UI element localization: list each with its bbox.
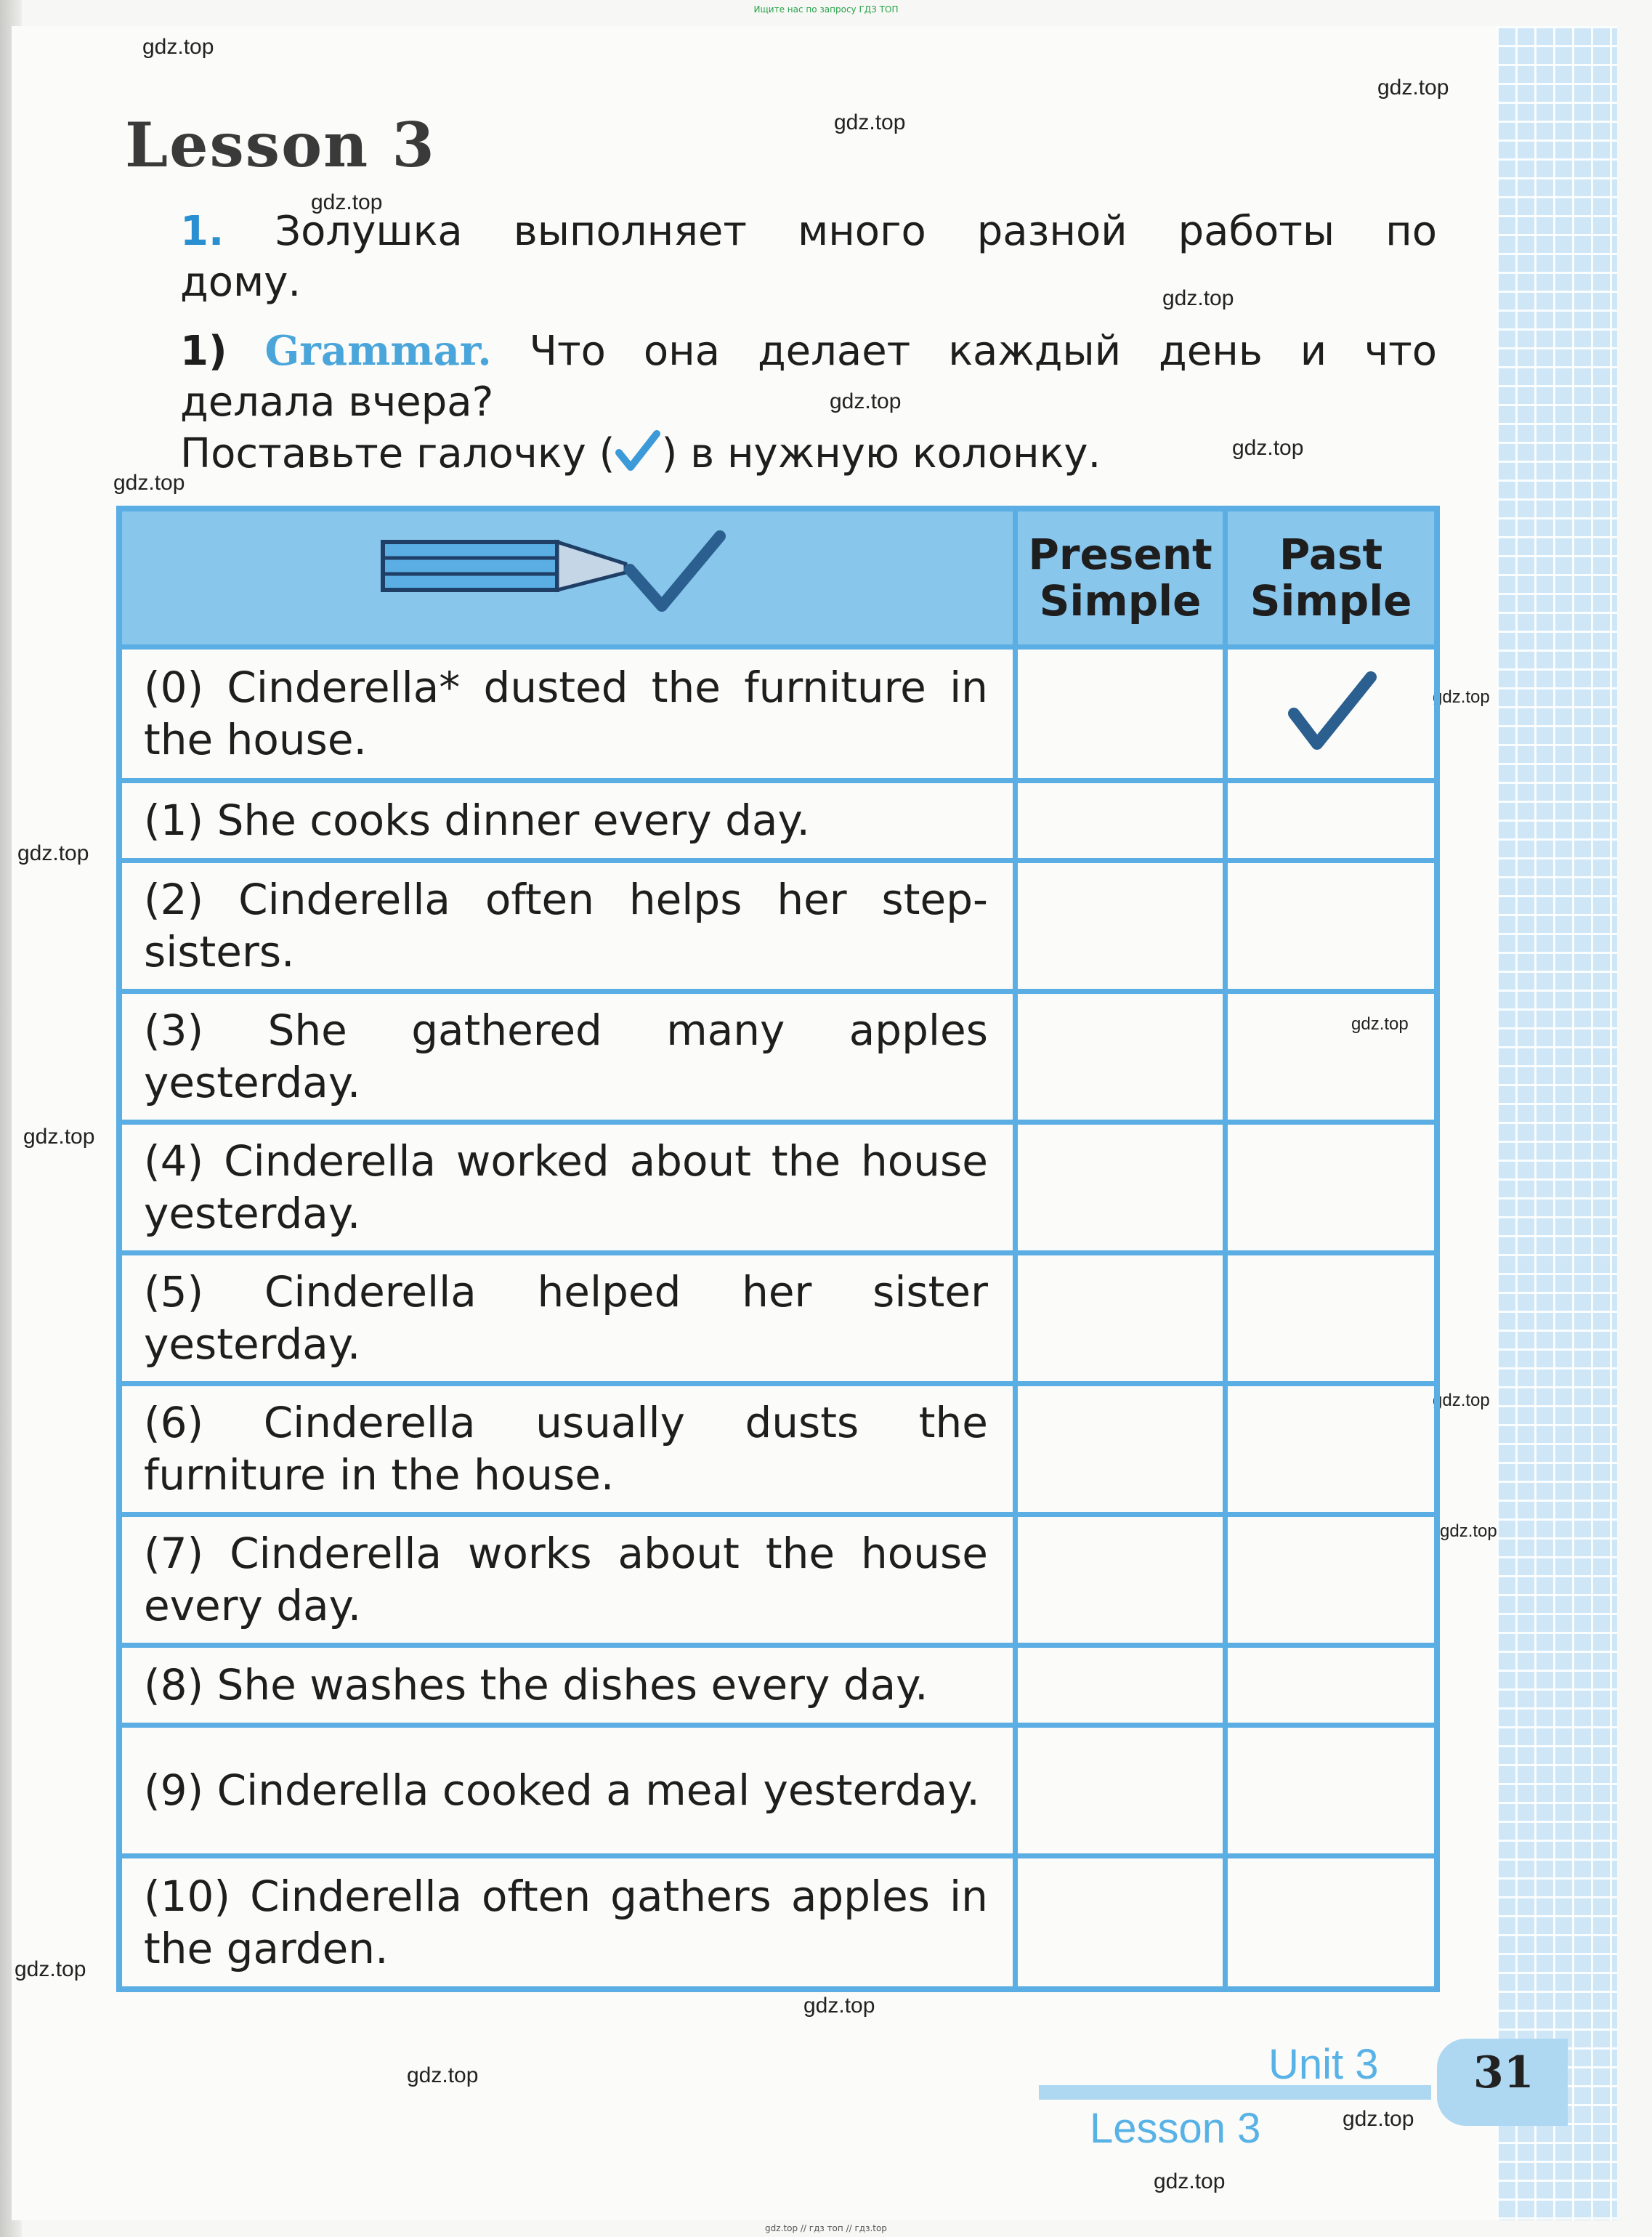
question-line-1 (180, 325, 1437, 377)
present-simple-answer-cell[interactable] (1015, 647, 1225, 780)
watermark: gdz.top (1154, 2169, 1226, 2193)
bottom-banner[interactable]: gdz.top // гдз топ // гдз.top (765, 2223, 887, 2233)
question-line-2: делала вчера? (180, 379, 494, 426)
sentence-number: (5) (144, 1267, 264, 1316)
table-row (119, 1725, 1437, 1856)
sentence-cell (119, 780, 1015, 860)
sentence-number: (3) (144, 1006, 268, 1055)
task-heading (180, 206, 1437, 308)
lesson-title: Lesson 3 (125, 109, 436, 181)
past-simple-answer-cell[interactable] (1226, 1383, 1437, 1514)
sentence-number: (6) (144, 1398, 264, 1447)
watermark: gdz.top (830, 389, 902, 413)
watermark: gdz.top (834, 110, 906, 134)
past-simple-answer-cell[interactable] (1226, 1856, 1437, 1989)
sentence-text: Cinderella cooked a meal yesterday. (216, 1765, 980, 1815)
table-row (119, 1856, 1437, 1989)
task-number: 1. (180, 208, 224, 255)
present-simple-answer-cell[interactable] (1015, 860, 1225, 991)
sentence-number: (8) (144, 1660, 217, 1710)
sentence-text: Cinderella often helps her step-sisters. (144, 875, 988, 976)
table-row (119, 647, 1437, 780)
sentence-cell (119, 1383, 1015, 1514)
footer-lesson: Lesson 3 (1090, 2105, 1261, 2152)
present-simple-answer-cell[interactable] (1015, 1253, 1225, 1383)
watermark: gdz.top (1351, 1014, 1409, 1034)
header-present-simple: Present Simple (1015, 509, 1225, 647)
page-number: 31 (1473, 2047, 1534, 2098)
sentence-number: (2) (144, 875, 239, 924)
sentence-number: (1) (144, 796, 217, 845)
present-simple-answer-cell[interactable] (1015, 1122, 1225, 1253)
sentence-text: Cinderella helped her sister yesterday. (144, 1267, 988, 1369)
sentence-cell (119, 860, 1015, 991)
watermark: gdz.top (1343, 2107, 1414, 2131)
sentence-text: She washes the dishes every day. (216, 1660, 928, 1710)
grammar-label: Grammar. (264, 327, 492, 375)
sentence-number: (4) (144, 1136, 224, 1186)
sentence-number: (10) (144, 1871, 251, 1921)
present-simple-answer-cell[interactable] (1015, 1645, 1225, 1725)
sentence-cell (119, 1514, 1015, 1645)
grammar-table (116, 506, 1440, 1992)
sentence-number: (0) (144, 663, 227, 712)
question-line-1-text: Что она делает каждый день и что (491, 328, 1437, 375)
sentence-cell (119, 1725, 1015, 1856)
present-simple-answer-cell[interactable] (1015, 991, 1225, 1122)
task-line-2: дому. (180, 259, 301, 306)
present-simple-answer-cell[interactable] (1015, 1383, 1225, 1514)
table-body (119, 647, 1437, 1989)
task-instruction (180, 325, 1437, 480)
watermark: gdz.top (1232, 436, 1304, 460)
table-row (119, 1122, 1437, 1253)
present-simple-answer-cell[interactable] (1015, 780, 1225, 860)
sentence-cell (119, 1122, 1015, 1253)
past-simple-answer-cell[interactable] (1226, 1253, 1437, 1383)
sentence-text: Cinderella worked about the house yesterday. (144, 1136, 988, 1238)
watermark: gdz.top (1377, 76, 1449, 100)
sentence-cell (119, 1645, 1015, 1725)
table-header-row (119, 509, 1437, 647)
sentence-cell (119, 647, 1015, 780)
watermark: gdz.top (407, 2063, 479, 2087)
watermark: gdz.top (803, 1994, 875, 2018)
past-simple-answer-cell[interactable] (1226, 1122, 1437, 1253)
table-row (119, 860, 1437, 991)
sentence-text: Cinderella works about the house every day. (144, 1529, 988, 1630)
sentence-text: Cinderella* dusted the furniture in the house. (144, 663, 988, 764)
table-row (119, 1645, 1437, 1725)
header-illustration-cell (119, 509, 1015, 647)
sentence-number: (7) (144, 1529, 230, 1578)
top-banner[interactable]: Ищите нас по запросу ГДЗ ТОП (753, 4, 899, 15)
sentence-cell (119, 1253, 1015, 1383)
past-simple-answer-cell[interactable] (1226, 860, 1437, 991)
decorative-grid-strip (1497, 26, 1617, 2220)
instruction-after: ) в нужную колонку. (661, 430, 1101, 477)
watermark: gdz.top (23, 1125, 95, 1149)
sentence-cell (119, 991, 1015, 1122)
table-row (119, 1253, 1437, 1383)
table-row (119, 780, 1437, 860)
present-simple-answer-cell[interactable] (1015, 1514, 1225, 1645)
sentence-text: She gathered many apples yesterday. (144, 1006, 988, 1107)
past-simple-answer-cell[interactable] (1226, 1725, 1437, 1856)
watermark: gdz.top (113, 471, 185, 495)
past-simple-answer-cell[interactable] (1226, 1645, 1437, 1725)
watermark: gdz.top (15, 1957, 86, 1981)
instruction-before: Поставьте галочку ( (180, 430, 615, 477)
checkmark-icon (1284, 668, 1378, 756)
watermark: gdz.top (1433, 687, 1490, 707)
sentence-number: (9) (144, 1765, 217, 1815)
past-simple-answer-cell[interactable] (1226, 647, 1437, 780)
watermark: gdz.top (17, 841, 89, 865)
past-simple-answer-cell[interactable] (1226, 1514, 1437, 1645)
sub-task-number: 1) (180, 328, 227, 375)
past-simple-answer-cell[interactable] (1226, 780, 1437, 860)
watermark: gdz.top (311, 190, 383, 214)
task-line-1-text: Золушка выполняет много разной работы по (224, 208, 1437, 255)
table-row (119, 991, 1437, 1122)
watermark: gdz.top (142, 35, 214, 59)
instruction-line (180, 428, 1437, 480)
footer-unit: Unit 3 (1268, 2041, 1379, 2088)
task-line-1 (180, 206, 1437, 257)
header-past-simple: Past Simple (1226, 509, 1437, 647)
sentence-cell (119, 1856, 1015, 1989)
sentence-text: Cinderella often gathers apples in the garden. (144, 1871, 988, 1973)
table-row (119, 1383, 1437, 1514)
watermark: gdz.top (1433, 1391, 1490, 1410)
checkmark-icon (615, 428, 661, 474)
watermark: gdz.top (1440, 1521, 1497, 1541)
pencil-icon (378, 519, 756, 628)
past-simple-answer-cell[interactable] (1226, 991, 1437, 1122)
watermark: gdz.top (1162, 286, 1234, 310)
table-row (119, 1514, 1437, 1645)
sentence-text: Cinderella usually dusts the furniture in the house. (144, 1398, 988, 1500)
present-simple-answer-cell[interactable] (1015, 1856, 1225, 1989)
present-simple-answer-cell[interactable] (1015, 1725, 1225, 1856)
sentence-text: She cooks dinner every day. (216, 796, 810, 845)
